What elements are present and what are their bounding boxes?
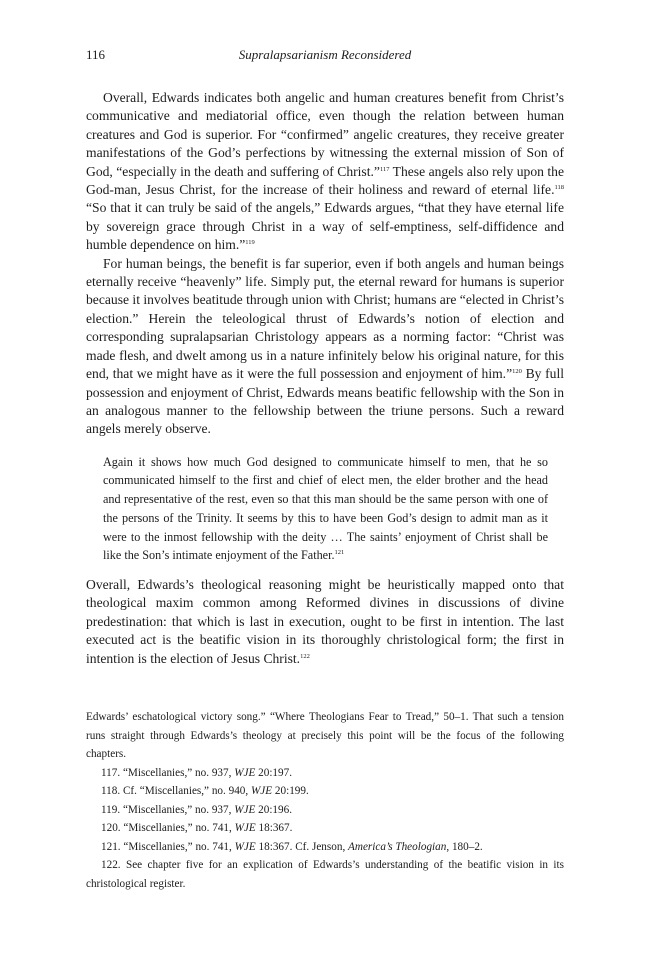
text-run: By full possession and enjoyment of Christ, Edwards means beatific fellowship with the Son in an analogous manner to the fellowship between the triune persons. Such a reward angels merely observe. xyxy=(86,366,564,437)
text-run: 18:367. xyxy=(255,822,293,834)
footnote-119 xyxy=(86,801,564,820)
footnote-ref: 117 xyxy=(379,165,390,173)
paragraph xyxy=(86,576,564,668)
text-run: Again it shows how much God designed to communicate himself to men, that he so communicated himself to the first and chief of elect men, the elder brother and the head and representative of the rest, even so that this man should be the same person with one of the persons of the Trinity. It seems by this to have been God’s design to admit man as it were to the inmost fellowship with the deity … The saints’ enjoyment of Christ shall be like the Son’s intimate enjoyment of the Father. xyxy=(103,454,548,563)
footnote-number: 118. xyxy=(101,785,121,797)
text-run: “Miscellanies,” no. 741, xyxy=(120,822,235,834)
footnotes xyxy=(86,708,564,893)
text-run: 18:367. Cf. Jenson, xyxy=(255,840,349,853)
footnote-number: 119. xyxy=(101,803,121,816)
paragraph xyxy=(86,255,564,439)
text-run: , 180–2. xyxy=(446,840,483,853)
text-run: America’s Theologian xyxy=(348,840,447,853)
footnote-ref: 121 xyxy=(334,549,345,557)
main-text xyxy=(86,89,564,668)
text-run: See chapter five for an explication of Edwards’s understanding of the beatific vision in its christological register. xyxy=(86,859,564,890)
footnote-121 xyxy=(86,838,564,857)
text-run: WJE xyxy=(234,766,256,779)
footnote-number: 121. xyxy=(101,840,121,853)
footnote-ref: 120 xyxy=(512,368,522,376)
quote-text xyxy=(103,453,548,565)
footnote-number: 120. xyxy=(101,822,121,834)
page-number: 116 xyxy=(86,47,106,62)
text-run: 20:197. xyxy=(255,766,292,779)
paragraph xyxy=(86,89,564,255)
footnote-continued: Edwards’ eschatological victory song.” “Where Theologians Fear to Tread,” 50–1. That such a tension runs straight through Edwards’s theology at precisely this point will be the focus of the following chapters. xyxy=(86,711,564,760)
text-run: Overall, Edwards’s theological reasoning might be heuristically mapped onto that theological maxim common among Reformed divines in discussions of divine predestination: that which is last in execution, ought to be first in intention. The last executed act is the beatific vision in its thoroughly christological form; the first in intention is the election of Jesus Christ. xyxy=(86,576,564,666)
footnote-120 xyxy=(86,819,564,838)
footnote-number: 122. xyxy=(101,859,121,871)
footnote-122 xyxy=(86,856,564,893)
footnote-ref: 119 xyxy=(245,239,255,247)
page-header xyxy=(86,44,564,66)
footnote-117 xyxy=(86,764,564,783)
text-run: 20:199. xyxy=(272,785,309,797)
text-run: WJE xyxy=(234,822,256,834)
text-run: WJE xyxy=(234,840,256,853)
text-run: Cf. “Miscellanies,” no. 940, xyxy=(120,785,251,797)
text-run: “Miscellanies,” no. 741, xyxy=(120,840,235,853)
text-run: For human beings, the benefit is far superior, even if both angels and human beings eternally receive “heavenly” life. Simply put, the eternal reward for humans is superior because it involves beatitude through union with Christ; humans are “elected in Christ’s election.” Herein the teleological thrust of Edwards’s notion of election and corresponding supralapsarian Christology appears as a norming factor: “Christ was made flesh, and dwelt among us in a nature infinitely below his original nature, for this end, that we might have as it were the full possession and enjoyment of him.” xyxy=(86,255,564,382)
text-run: “Miscellanies,” no. 937, xyxy=(120,766,235,779)
text-run: WJE xyxy=(234,803,256,816)
text-run: These angels also rely upon the God-man, Jesus Christ, for the increase of their holiness and reward of eternal life. xyxy=(86,163,564,198)
footnote-ref: 118 xyxy=(554,184,564,192)
text-run: “So that it can truly be said of the angels,” Edwards argues, “that they have eternal life by sovereign grace through Christ in a way of self-emptiness, self-diffidence and humble dependence on him.” xyxy=(86,200,564,253)
footnote-118 xyxy=(86,782,564,801)
text-run: WJE xyxy=(250,785,273,797)
text-run: Overall, Edwards indicates both angelic and human creatures benefit from Christ’s communicative and mediatorial office, even though the relation between human creatures and God is superior. For “confirmed” angelic creatures, they receive greater manifestations of the God’s perfections by witnessing the external mission of Son of God, “especially in the death and suffering of Christ.” xyxy=(86,90,564,179)
text-run: 20:196. xyxy=(255,803,292,816)
running-title: Supralapsarianism Reconsidered xyxy=(238,47,412,62)
footnote-ref: 122 xyxy=(300,652,310,660)
footnote-number: 117. xyxy=(101,766,121,779)
text-run: “Miscellanies,” no. 937, xyxy=(120,803,235,816)
block-quote xyxy=(103,453,548,565)
